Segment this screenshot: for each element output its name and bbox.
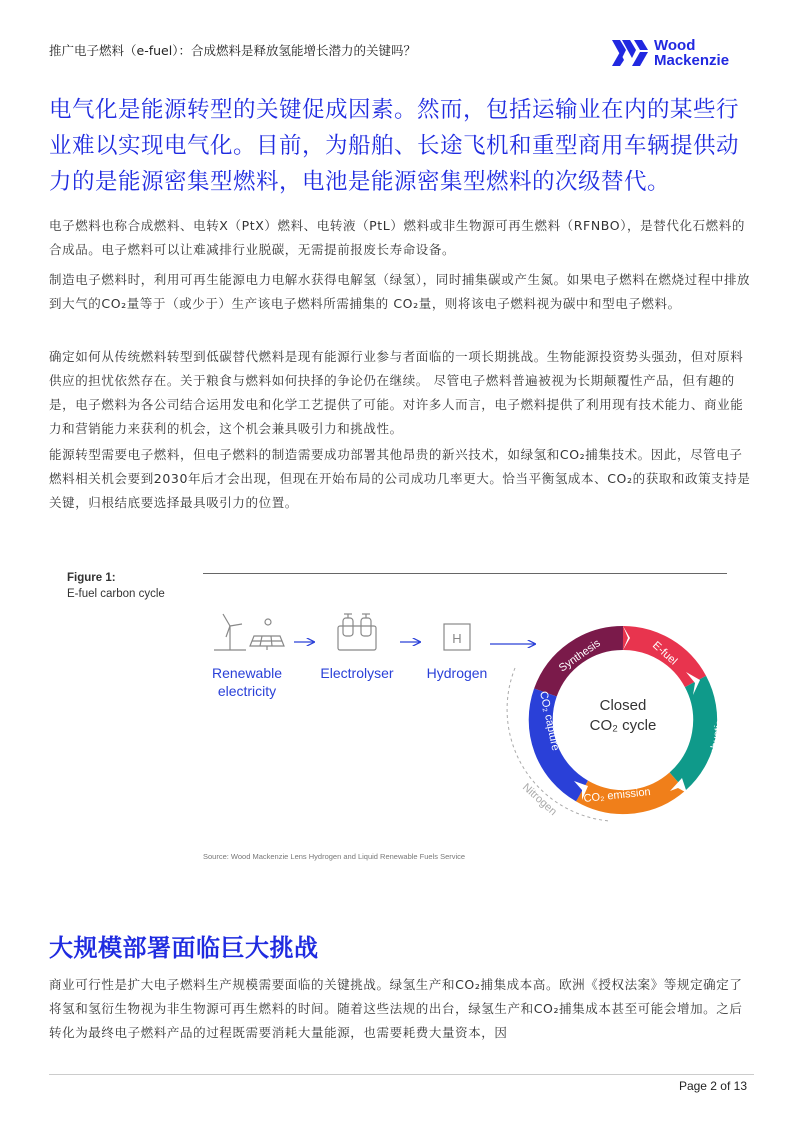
logo-text-line2: Mackenzie — [654, 52, 730, 69]
figure-number: Figure 1: — [67, 572, 116, 584]
center-label-line1: Closed — [599, 697, 647, 714]
step-renewable-label: Renewable — [211, 665, 283, 681]
page-number: Page 2 of 13 — [678, 1079, 747, 1093]
svg-text:H: H — [452, 631, 462, 646]
figure-source: Source: Wood Mackenzie Lens Hydrogen and Liquid Renewable Fuels Service — [203, 852, 466, 861]
logo-mark-icon — [612, 38, 648, 68]
footer-rule — [49, 1074, 754, 1075]
logo-text-line1: Wood — [654, 37, 696, 54]
hydrogen-tank-icon — [444, 624, 470, 650]
e-fuel-cycle-diagram — [190, 600, 750, 840]
solar-panel-icon — [250, 619, 284, 650]
figure-caption — [67, 570, 165, 602]
step-hydrogen-label: Hydrogen — [426, 665, 488, 681]
wind-turbine-icon — [214, 614, 246, 650]
synthesis-label: Synthesis — [556, 637, 603, 675]
figure-title: E-fuel carbon cycle — [67, 588, 165, 600]
step-electricity-label: electricity — [217, 683, 277, 699]
electrolyser-icon — [338, 614, 376, 650]
paragraph-4: 能源转型需要电子燃料，但电子燃料的制造需要成功部署其他昂贵的新兴技术，如绿氢和CO₂捕集技术。因此，尽管电子燃料相关机会要到2030年后才会出现，但现在开始布局的公司成功几率更大。恰当平衡氢成本、CO₂的获取和政策支持是关键，归根结底要选择最具吸引力的位置。 — [49, 447, 751, 510]
section-paragraph: 商业可行性是扩大电子燃料生产规模需要面临的关键挑战。绿氢生产和CO₂捕集成本高。欧洲《授权法案》等规定确定了将氢和氢衍生物视为非生物源可再生燃料的时间。随着这些法规的出台，绿氢生产和CO₂捕集成本甚至可能会增加。之后转化为最终电子燃料产品的过程既需要消耗大量能源，也需要耗费大量资本，因 — [49, 977, 743, 1040]
paragraph-2: 制造电子燃料时，利用可再生能源电力电解水获得电解氢（绿氢），同时捕集碳或产生氮。如果电子燃料在燃烧过程中排放到大气的CO₂量等于（或少于）生产该电子燃料所需捕集的 CO₂量，则将该电子燃料视为碳中和型电子燃料。 — [49, 272, 751, 311]
nitrogen-label: Nitrogen — [519, 781, 559, 819]
co2-capture-label: CO₂ capture — [537, 690, 562, 752]
combustion-segment — [678, 682, 706, 782]
lead-statement: 电气化是能源转型的关键促成因素。然而，包括运输业在内的某些行业难以实现电气化。目前，为船舶、长途飞机和重型商用车辆提供动力的是能源密集型燃料，电池是能源密集型燃料的次级替代。 — [49, 97, 740, 195]
section-heading: 大规模部署面临巨大挑战 — [49, 934, 319, 962]
wood-mackenzie-logo — [612, 38, 752, 72]
paragraph-3: 确定如何从传统燃料转型到低碳替代燃料是现有能源行业参与者面临的一项长期挑战。生物能源投资势头强劲，但对原料供应的担忧依然存在。关于粮食与燃料如何抉择的争论仍在继续。 尽管电子燃料普遍被视为长期颠覆性产品，但有趣的是，电子燃料为各公司结合运用发电和化学工艺提供了可能。对许多人而言，电子燃料提供了利用现有技术能力、商业能力和营销能力来获利的机会，这个机会兼具吸引力和挑战性。 — [49, 349, 744, 436]
center-label-line2: CO₂ cycle — [589, 717, 657, 734]
combustion-label: Combustion — [705, 712, 728, 773]
e-fuel-label: E-fuel — [649, 639, 680, 668]
figure-rule — [203, 573, 727, 574]
co2-emission-label: CO₂ emission — [583, 786, 652, 805]
step-electrolyser-label: Electrolyser — [320, 665, 394, 681]
document-header-title: 推广电子燃料（e-fuel）：合成燃料是释放氢能增长潜力的关键吗？ — [49, 43, 416, 58]
paragraph-1: 电子燃料也称合成燃料、电转X（PtX）燃料、电转液（PtL）燃料或非生物源可再生燃料（RFNBO），是替代化石燃料的合成品。电子燃料可以让难减排行业脱碳，无需提前报废长寿命设备。 — [49, 218, 745, 257]
